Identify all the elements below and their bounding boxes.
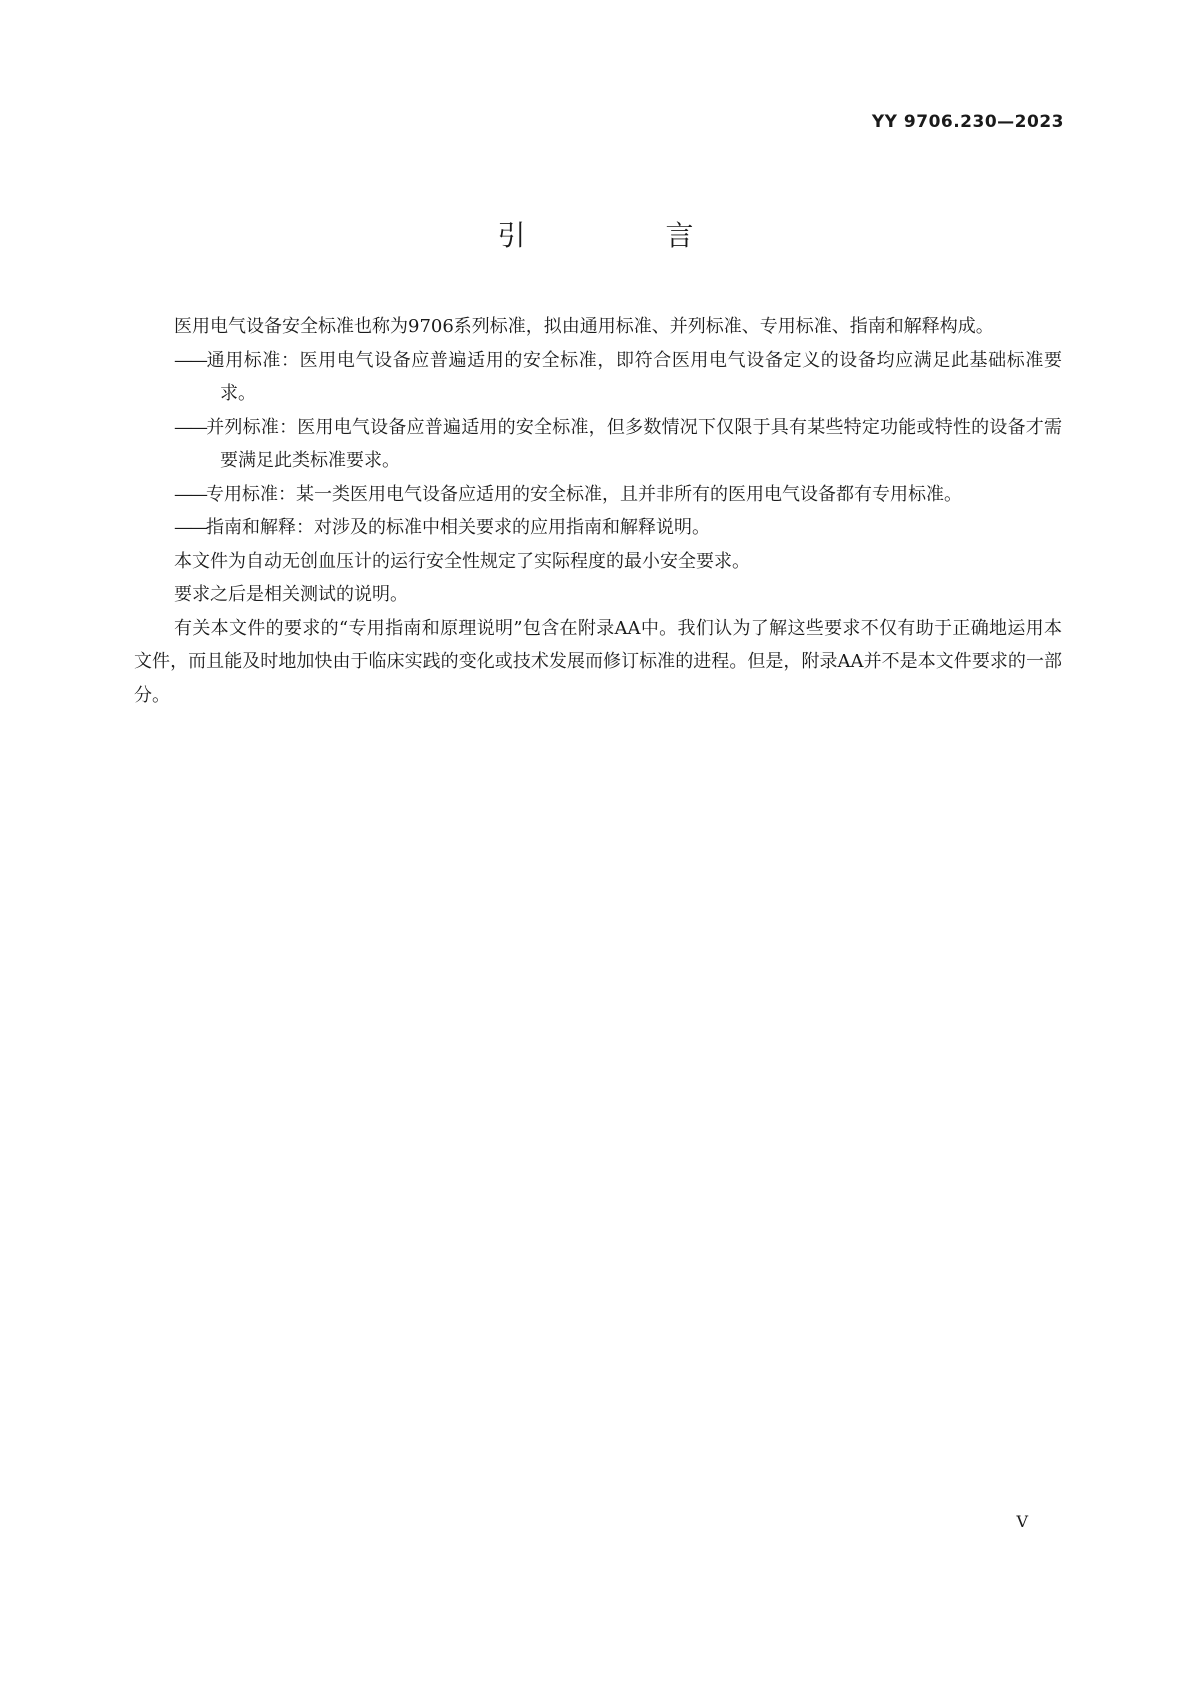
list-item — [134, 344, 1062, 411]
list-item — [134, 511, 1062, 545]
page-title: 引 言 — [497, 219, 750, 252]
body-text — [134, 310, 1062, 712]
annex-paragraph: 有关本文件的要求的“专用指南和原理说明”包含在附录AA中。我们认为了解这些要求不仅有助于正确地运用本文件，而且能及时地加快由于临床实践的变化或技术发展而修订标准的进程。但是，附录AA并不是本文件要求的一部分。 — [134, 617, 1062, 706]
list-item-text: 并列标准：医用电气设备应普遍适用的安全标准，但多数情况下仅限于具有某些特定功能或特性的设备才需要满足此类标准要求。 — [206, 416, 1062, 471]
list-dash: —— — [174, 483, 206, 505]
list-item — [134, 411, 1062, 478]
list-item — [134, 478, 1062, 512]
scope-paragraph: 本文件为自动无创血压计的运行安全性规定了实际程度的最小安全要求。 — [174, 550, 750, 572]
list-item-text: 专用标准：某一类医用电气设备应适用的安全标准，且并非所有的医用电气设备都有专用标准。 — [206, 483, 962, 505]
page-number: V — [1016, 1512, 1028, 1531]
test-description-paragraph: 要求之后是相关测试的说明。 — [174, 584, 408, 605]
list-dash: —— — [174, 349, 206, 371]
document-code: YY 9706.230—2023 — [871, 112, 1064, 132]
list-dash: —— — [174, 517, 206, 538]
intro-paragraph: 医用电气设备安全标准也称为9706系列标准，拟由通用标准、并列标准、专用标准、指南和解释构成。 — [174, 316, 994, 337]
list-dash: —— — [174, 416, 206, 438]
list-item-text: 指南和解释：对涉及的标准中相关要求的应用指南和解释说明。 — [206, 517, 710, 538]
list-item-text: 通用标准：医用电气设备应普遍适用的安全标准，即符合医用电气设备定义的设备均应满足此基础标准要求。 — [206, 349, 1062, 404]
